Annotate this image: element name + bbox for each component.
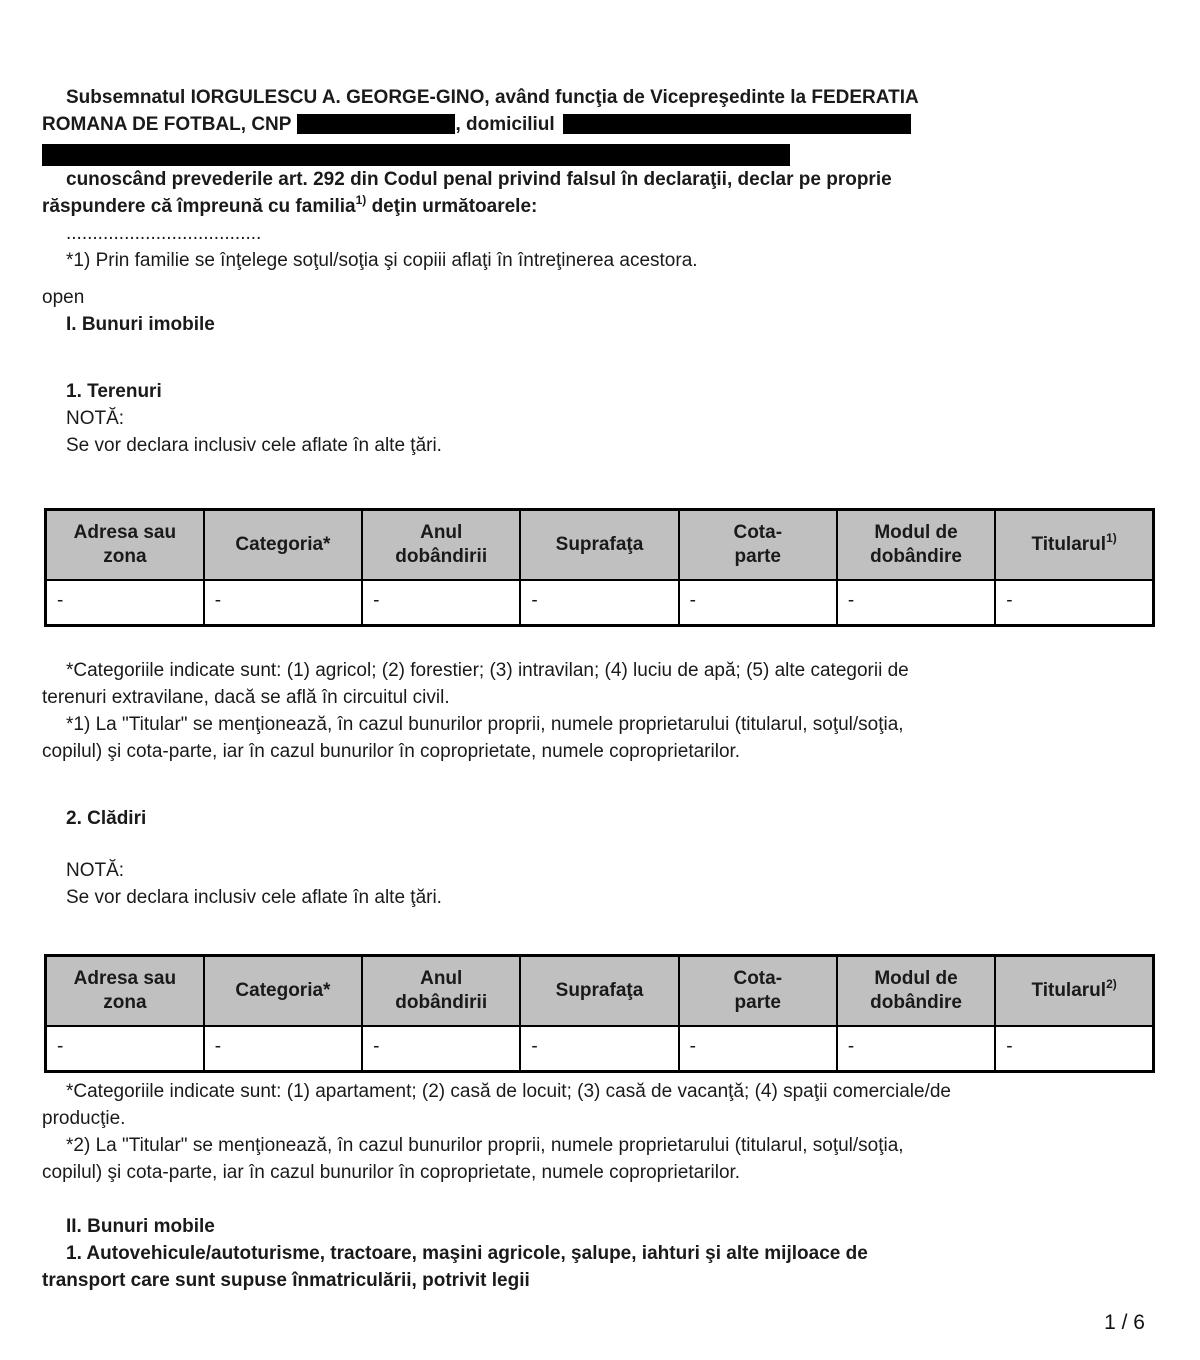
col-header-anul: Anul dobândirii <box>362 956 520 1027</box>
stray-open-text: open <box>42 287 85 308</box>
col-header-titular: Titularul$^{2)}$ <box>995 956 1153 1027</box>
cladiri-title: 2. Clădiri <box>66 808 147 829</box>
section-mobile-title: II. Bunuri mobile <box>66 1216 215 1237</box>
page-indicator: 1 / 6 <box>1104 1311 1145 1334</box>
footnote-ref-1: 1) <box>355 192 367 207</box>
terenuri-category-note-line2: terenuri extravilane, dacă se află în circuitul civil. <box>42 687 450 708</box>
terenuri-table-data-row <box>46 580 1154 626</box>
oath-line-2 <box>42 193 1155 220</box>
cell-adresa: - <box>46 580 204 626</box>
cell-anul: - <box>362 580 520 626</box>
cladiri-note-label: NOTĂ: <box>66 860 125 881</box>
cell-categoria: - <box>204 580 362 626</box>
cell-suprafata: - <box>520 1026 678 1072</box>
redaction-bar-address-line <box>42 144 790 166</box>
autovehicule-title-line2: transport care sunt supuse înmatriculării, potrivit legii <box>42 1270 530 1291</box>
oath-line-2-prefix: răspundere că împreună cu familia <box>42 196 356 217</box>
col-header-cota: Cota- parte <box>679 510 837 581</box>
cladiri-category-note-line1: *Categoriile indicate sunt: (1) apartament; (2) casă de locuit; (3) casă de vacanţă; (4) spaţii comerciale/de <box>66 1081 951 1102</box>
col-header-categoria: Categoria* <box>204 956 362 1027</box>
cell-titular: - <box>995 580 1153 626</box>
terenuri-note-label: NOTĂ: <box>66 408 125 429</box>
col-header-anul: Anul dobândirii <box>362 510 520 581</box>
redaction-bar-domiciliu <box>563 114 911 134</box>
cell-suprafata: - <box>520 580 678 626</box>
redaction-bar-cnp <box>297 114 455 134</box>
terenuri-category-note-line1: *Categoriile indicate sunt: (1) agricol; (2) forestier; (3) intravilan; (4) luciu de apă; (5) alte categorii de <box>66 660 909 681</box>
dotted-line: ..................................... <box>66 223 262 244</box>
family-definition-note: *1) Prin familie se înţelege soţul/soţia şi copiii aflaţi în întreţinerea acestora. <box>66 250 698 271</box>
autovehicule-title-line1: 1. Autovehicule/autoturisme, tractoare, maşini agricole, şalupe, iahturi şi alte mijloace de <box>66 1243 868 1264</box>
titular-footnote-ref: 2) <box>1106 976 1117 991</box>
col-header-adresa: Adresa sau zona <box>46 956 204 1027</box>
intro-line-2-middle: , domiciliul <box>455 114 555 135</box>
terenuri-titular-note-line2: copilul) şi cota-parte, iar în cazul bunurilor în coproprietate, numele coproprietarilor. <box>42 741 741 762</box>
col-header-suprafata: Suprafaţa <box>520 510 678 581</box>
terenuri-table-header-row <box>46 510 1154 581</box>
terenuri-table <box>44 508 1155 627</box>
cladiri-table <box>44 954 1155 1073</box>
cell-adresa: - <box>46 1026 204 1072</box>
intro-line-2 <box>42 111 1155 138</box>
terenuri-title: 1. Terenuri <box>66 381 162 402</box>
section-imobile-title: I. Bunuri imobile <box>66 314 215 335</box>
col-header-titular: Titularul$^{1)}$ <box>995 510 1153 581</box>
cladiri-titular-note-line1: *2) La "Titular" se menţionează, în cazul bunurilor proprii, numele proprietarului (titularul, soţul/soţia, <box>66 1135 904 1156</box>
col-header-suprafata: Suprafaţa <box>520 956 678 1027</box>
oath-line-2-suffix: deţin următoarele: <box>366 196 538 217</box>
terenuri-note-text: Se vor declara inclusiv cele aflate în alte ţări. <box>66 435 442 456</box>
cladiri-table-header-row <box>46 956 1154 1027</box>
col-header-modul: Modul de dobândire <box>837 956 995 1027</box>
cell-anul: - <box>362 1026 520 1072</box>
cell-modul: - <box>837 580 995 626</box>
col-header-adresa: Adresa sau zona <box>46 510 204 581</box>
cladiri-titular-note-line2: copilul) şi cota-parte, iar în cazul bunurilor în coproprietate, numele coproprietarilor. <box>42 1162 741 1183</box>
intro-line-2-prefix: ROMANA DE FOTBAL, CNP <box>42 114 292 135</box>
cladiri-note-text: Se vor declara inclusiv cele aflate în alte ţări. <box>66 887 442 908</box>
titular-footnote-ref: 1) <box>1106 530 1117 545</box>
intro-line-1: Subsemnatul IORGULESCU A. GEORGE-GINO, având funcţia de Vicepreşedinte la FEDERATIA <box>66 87 919 108</box>
cladiri-category-note-line2: producţie. <box>42 1108 126 1129</box>
col-header-modul: Modul de dobândire <box>837 510 995 581</box>
col-header-cota: Cota- parte <box>679 956 837 1027</box>
cladiri-table-data-row <box>46 1026 1154 1072</box>
cell-cota: - <box>679 1026 837 1072</box>
cell-cota: - <box>679 580 837 626</box>
oath-line-1: cunoscând prevederile art. 292 din Codul penal privind falsul în declaraţii, declar pe proprie <box>66 169 892 190</box>
terenuri-titular-note-line1: *1) La "Titular" se menţionează, în cazul bunurilor proprii, numele proprietarului (titularul, soţul/soţia, <box>66 714 904 735</box>
cell-modul: - <box>837 1026 995 1072</box>
cell-categoria: - <box>204 1026 362 1072</box>
col-header-categoria: Categoria* <box>204 510 362 581</box>
cell-titular: - <box>995 1026 1153 1072</box>
